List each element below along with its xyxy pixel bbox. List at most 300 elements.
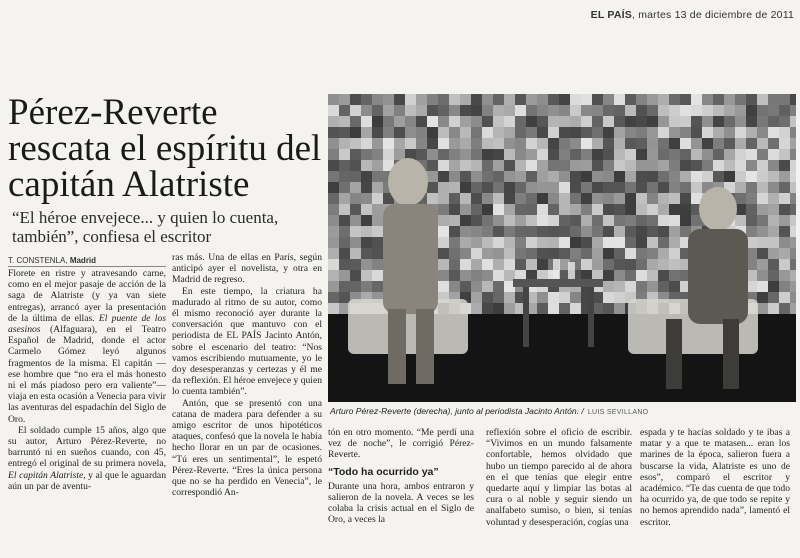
mosaic-tile (614, 270, 625, 281)
mosaic-tile (438, 248, 449, 259)
mosaic-tile (328, 270, 339, 281)
mosaic-tile (416, 116, 427, 127)
mosaic-tile (625, 94, 636, 105)
mosaic-tile (515, 116, 526, 127)
mosaic-tile (548, 116, 559, 127)
mosaic-tile (581, 160, 592, 171)
mosaic-tile (779, 303, 790, 314)
mosaic-tile (592, 160, 603, 171)
mosaic-tile (504, 149, 515, 160)
mosaic-tile (768, 237, 779, 248)
mosaic-tile (768, 303, 779, 314)
mosaic-tile (537, 105, 548, 116)
mosaic-tile (416, 149, 427, 160)
mosaic-tile (328, 116, 339, 127)
mosaic-tile (361, 105, 372, 116)
mosaic-tile (328, 226, 339, 237)
mosaic-tile (515, 193, 526, 204)
mosaic-tile (592, 171, 603, 182)
mosaic-tile (614, 127, 625, 138)
mosaic-tile (504, 204, 515, 215)
mosaic-tile (559, 182, 570, 193)
mosaic-tile (438, 171, 449, 182)
mosaic-tile (438, 116, 449, 127)
mosaic-tile (493, 160, 504, 171)
mosaic-tile (493, 281, 504, 292)
mosaic-tile (361, 204, 372, 215)
mosaic-tile (361, 215, 372, 226)
mosaic-tile (339, 281, 350, 292)
mosaic-tile (702, 94, 713, 105)
mosaic-tile (405, 138, 416, 149)
mosaic-tile (603, 292, 614, 303)
mosaic-tile (383, 138, 394, 149)
mosaic-tile (647, 193, 658, 204)
mosaic-tile (636, 248, 647, 259)
mosaic-tile (603, 193, 614, 204)
mosaic-tile (746, 94, 757, 105)
mosaic-tile (482, 204, 493, 215)
mosaic-tile (757, 248, 768, 259)
book-title: El capitán Alatriste (8, 469, 84, 481)
mosaic-tile (614, 204, 625, 215)
mosaic-tile (449, 226, 460, 237)
mosaic-tile (669, 182, 680, 193)
mosaic-tile (757, 204, 768, 215)
mosaic-tile (614, 237, 625, 248)
mosaic-tile (460, 193, 471, 204)
mosaic-tile (614, 193, 625, 204)
mosaic-tile (460, 149, 471, 160)
mosaic-tile (746, 215, 757, 226)
mosaic-tile (691, 138, 702, 149)
mosaic-tile (702, 160, 713, 171)
mosaic-tile (559, 226, 570, 237)
mosaic-tile (372, 248, 383, 259)
mosaic-tile (669, 215, 680, 226)
body-paragraph: espada y te hacías soldado y te ibas a matar y a que te matasen... eran los marines de la época, salieron fuera a buscarse la vida, Alatriste es uno de esos”, comparó el escritor y académico. “Te das cuenta de que todo ha ocurrido ya, de que todo se repite y no hemos aprendido nada”, lamentó el escritor. (640, 427, 790, 528)
person-right-head (699, 187, 737, 231)
mosaic-tile (625, 281, 636, 292)
mosaic-tile (691, 94, 702, 105)
mosaic-tile (449, 171, 460, 182)
body-text: El soldado cumple 15 años, algo que su autor, Arturo Pérez-Reverte, no barruntó ni en sueños cuando, con 45, entregó el original de su primera novela, (8, 424, 166, 470)
mosaic-tile (669, 281, 680, 292)
mosaic-tile (768, 215, 779, 226)
mosaic-tile (724, 127, 735, 138)
mosaic-tile (779, 116, 790, 127)
mosaic-tile (361, 94, 372, 105)
mosaic-tile (350, 94, 361, 105)
mosaic-tile (768, 204, 779, 215)
newspaper-name: EL PAÍS (590, 9, 632, 21)
mosaic-tile (581, 127, 592, 138)
mosaic-tile (427, 116, 438, 127)
mosaic-tile (669, 171, 680, 182)
mosaic-tile (339, 292, 350, 303)
mosaic-tile (592, 193, 603, 204)
mosaic-tile (449, 105, 460, 116)
mosaic-tile (680, 138, 691, 149)
mosaic-tile (537, 303, 548, 314)
mosaic-tile (757, 303, 768, 314)
mosaic-tile (504, 215, 515, 226)
mosaic-tile (438, 149, 449, 160)
mosaic-tile (427, 149, 438, 160)
mosaic-tile (647, 138, 658, 149)
mosaic-tile (570, 171, 581, 182)
mosaic-tile (482, 138, 493, 149)
mosaic-tile (702, 171, 713, 182)
mosaic-tile (361, 160, 372, 171)
mosaic-tile (372, 215, 383, 226)
mosaic-tile (768, 94, 779, 105)
mosaic-tile (526, 248, 537, 259)
mosaic-tile (713, 160, 724, 171)
mosaic-tile (581, 138, 592, 149)
mosaic-tile (372, 204, 383, 215)
photo-caption (330, 406, 796, 416)
mosaic-tile (757, 292, 768, 303)
mosaic-tile (394, 116, 405, 127)
glass (553, 259, 560, 279)
mosaic-tile (449, 138, 460, 149)
mosaic-tile (372, 281, 383, 292)
mosaic-tile (372, 94, 383, 105)
mosaic-tile (757, 138, 768, 149)
mosaic-tile (383, 149, 394, 160)
mosaic-tile (372, 182, 383, 193)
mosaic-tile (493, 270, 504, 281)
mosaic-tile (603, 281, 614, 292)
mosaic-tile (460, 94, 471, 105)
mosaic-tile (471, 226, 482, 237)
mosaic-tile (493, 138, 504, 149)
mosaic-tile (691, 149, 702, 160)
mosaic-tile (350, 193, 361, 204)
mosaic-tile (581, 237, 592, 248)
mosaic-tile (636, 127, 647, 138)
mosaic-tile (658, 248, 669, 259)
mosaic-tile (790, 138, 796, 149)
mosaic-tile (636, 94, 647, 105)
mosaic-tile (416, 105, 427, 116)
mosaic-tile (768, 138, 779, 149)
mosaic-tile (790, 215, 796, 226)
mosaic-tile (603, 127, 614, 138)
body-text: (Alfaguara), en el Teatro Español de Madrid, donde el actor Carmelo Gómez leyó algunos fragmentos de la misma. El capitán —ese hombre que “no era el más honesto ni el más piadoso pero era valiente”— viaja en esta ocasión a Venecia para vivir las aventuras del espadachín del Siglo de Oro. (8, 324, 166, 425)
mosaic-tile (779, 182, 790, 193)
mosaic-tile (471, 127, 482, 138)
mosaic-tile (603, 237, 614, 248)
mosaic-tile (658, 127, 669, 138)
mosaic-tile (471, 94, 482, 105)
mosaic-tile (724, 94, 735, 105)
mosaic-tile (559, 303, 570, 314)
mosaic-tile (603, 149, 614, 160)
mosaic-tile (790, 193, 796, 204)
mosaic-tile (735, 215, 746, 226)
mosaic-tile (603, 116, 614, 127)
mosaic-tile (438, 94, 449, 105)
mosaic-tile (724, 149, 735, 160)
mosaic-tile (570, 149, 581, 160)
mosaic-tile (691, 127, 702, 138)
mosaic-tile (757, 215, 768, 226)
mosaic-tile (636, 281, 647, 292)
mosaic-tile (570, 215, 581, 226)
mosaic-tile (471, 303, 482, 314)
mosaic-tile (636, 215, 647, 226)
mosaic-tile (405, 94, 416, 105)
mosaic-tile (493, 182, 504, 193)
mosaic-tile (548, 127, 559, 138)
mosaic-tile (790, 116, 796, 127)
mosaic-tile (779, 270, 790, 281)
mosaic-tile (603, 204, 614, 215)
mosaic-tile (427, 105, 438, 116)
mosaic-tile (713, 105, 724, 116)
mosaic-tile (614, 281, 625, 292)
mosaic-tile (328, 259, 339, 270)
mosaic-tile (680, 94, 691, 105)
mosaic-tile (669, 138, 680, 149)
body-paragraph: Durante una hora, ambos entraron y salieron de la novela. A veces se les colaba la crisis actual en el Siglo de Oro, a veces la (328, 480, 474, 526)
mosaic-tile (746, 127, 757, 138)
mosaic-tile (592, 116, 603, 127)
mosaic-tile (482, 182, 493, 193)
mosaic-tile (482, 105, 493, 116)
mosaic-tile (746, 160, 757, 171)
mosaic-tile (438, 127, 449, 138)
mosaic-tile (757, 259, 768, 270)
mosaic-tile (768, 259, 779, 270)
mosaic-tile (471, 193, 482, 204)
mosaic-tile (372, 149, 383, 160)
mosaic-tile (328, 193, 339, 204)
mosaic-tile (350, 160, 361, 171)
mosaic-tile (735, 149, 746, 160)
mosaic-tile (757, 105, 768, 116)
mosaic-tile (735, 116, 746, 127)
mosaic-tile (581, 226, 592, 237)
byline-place: Madrid (69, 256, 97, 265)
mosaic-tile (328, 303, 339, 314)
intertitle: “Todo ha ocurrido ya” (328, 465, 439, 478)
mosaic-tile (724, 160, 735, 171)
mosaic-tile (526, 127, 537, 138)
mosaic-tile (647, 270, 658, 281)
mosaic-tile (328, 94, 339, 105)
mosaic-tile (482, 193, 493, 204)
mosaic-tile (724, 171, 735, 182)
mosaic-tile (603, 138, 614, 149)
mosaic-tile (328, 127, 339, 138)
mosaic-tile (493, 149, 504, 160)
mosaic-tile (339, 116, 350, 127)
mosaic-tile (328, 292, 339, 303)
mosaic-tile (515, 204, 526, 215)
mosaic-tile (460, 160, 471, 171)
mosaic-tile (537, 292, 548, 303)
mosaic-tile (361, 182, 372, 193)
mosaic-tile (383, 105, 394, 116)
mosaic-tile (713, 94, 724, 105)
mosaic-tile (768, 182, 779, 193)
mosaic-tile (658, 138, 669, 149)
mosaic-tile (592, 182, 603, 193)
mosaic-tile (537, 171, 548, 182)
mosaic-tile (350, 270, 361, 281)
mosaic-tile (614, 116, 625, 127)
mosaic-tile (570, 160, 581, 171)
mosaic-tile (548, 226, 559, 237)
mosaic-tile (658, 215, 669, 226)
mosaic-tile (548, 215, 559, 226)
byline (8, 256, 166, 267)
mosaic-tile (515, 105, 526, 116)
body-paragraph: Antón, que se presentó con una catana de madera para defender a su amigo escritor de unos hipotéticos ataques, confesó que la novela le había hecho llorar en un par de ocasiones. “Tú eres un sentimental”, le espetó Pérez-Reverte. “Eres la única persona que no se ha perdido en Venecia”, le correspondió An- (172, 397, 322, 499)
mosaic-tile (592, 237, 603, 248)
mosaic-tile (394, 105, 405, 116)
mosaic-tile (768, 226, 779, 237)
mosaic-tile (537, 204, 548, 215)
mosaic-tile (416, 138, 427, 149)
mosaic-tile (350, 237, 361, 248)
mosaic-tile (372, 259, 383, 270)
mosaic-tile (691, 182, 702, 193)
mosaic-tile (471, 138, 482, 149)
mosaic-tile (482, 116, 493, 127)
mosaic-tile (757, 149, 768, 160)
mosaic-tile (581, 149, 592, 160)
mosaic-tile (647, 116, 658, 127)
mosaic-tile (625, 171, 636, 182)
mosaic-tile (757, 160, 768, 171)
mosaic-tile (625, 182, 636, 193)
mosaic-tile (471, 259, 482, 270)
article-column-2 (172, 252, 322, 556)
mosaic-tile (405, 105, 416, 116)
mosaic-tile (647, 281, 658, 292)
mosaic-tile (339, 182, 350, 193)
mosaic-tile (493, 237, 504, 248)
mosaic-tile (658, 259, 669, 270)
mosaic-tile (647, 248, 658, 259)
mosaic-tile (383, 116, 394, 127)
mosaic-tile (735, 138, 746, 149)
mosaic-tile (570, 226, 581, 237)
mosaic-tile (526, 171, 537, 182)
mosaic-tile (350, 116, 361, 127)
mosaic-tile (504, 105, 515, 116)
mosaic-tile (328, 204, 339, 215)
mosaic-tile (702, 127, 713, 138)
mosaic-tile (603, 270, 614, 281)
mosaic-tile (625, 226, 636, 237)
mosaic-tile (702, 116, 713, 127)
mosaic-tile (559, 105, 570, 116)
mosaic-tile (790, 171, 796, 182)
mosaic-tile (515, 94, 526, 105)
mosaic-tile (636, 226, 647, 237)
mosaic-tile (537, 237, 548, 248)
mosaic-tile (526, 215, 537, 226)
mosaic-tile (625, 248, 636, 259)
subheadline: “El héroe envejece... y quien lo cuenta, también”, confiesa el escritor (12, 208, 279, 246)
mosaic-tile (427, 171, 438, 182)
mosaic-tile (504, 116, 515, 127)
mosaic-tile (339, 226, 350, 237)
mosaic-tile (570, 193, 581, 204)
body-text: , y al que le aguardan aún un par de aventu- (8, 469, 166, 492)
mosaic-tile (746, 193, 757, 204)
mosaic-tile (548, 138, 559, 149)
mosaic-tile (625, 127, 636, 138)
mosaic-tile (449, 94, 460, 105)
mosaic-tile (647, 215, 658, 226)
mosaic-tile (735, 193, 746, 204)
mosaic-tile (394, 149, 405, 160)
mosaic-tile (471, 270, 482, 281)
mosaic-tile (559, 292, 570, 303)
mosaic-tile (669, 127, 680, 138)
mosaic-tile (460, 215, 471, 226)
mosaic-tile (768, 270, 779, 281)
mosaic-tile (658, 149, 669, 160)
mosaic-tile (757, 237, 768, 248)
mosaic-tile (702, 105, 713, 116)
mosaic-tile (603, 105, 614, 116)
mosaic-tile (713, 138, 724, 149)
person-left-head (388, 158, 428, 206)
mosaic-tile (669, 94, 680, 105)
mosaic-tile (735, 160, 746, 171)
mosaic-tile (658, 193, 669, 204)
mosaic-tile (680, 182, 691, 193)
mosaic-tile (636, 259, 647, 270)
mosaic-tile (559, 116, 570, 127)
mosaic-tile (482, 160, 493, 171)
mosaic-tile (669, 105, 680, 116)
mosaic-tile (603, 259, 614, 270)
mosaic-tile (625, 160, 636, 171)
mosaic-tile (515, 226, 526, 237)
mosaic-tile (405, 127, 416, 138)
mosaic-tile (581, 193, 592, 204)
mosaic-tile (548, 237, 559, 248)
mosaic-tile (647, 237, 658, 248)
mosaic-tile (669, 116, 680, 127)
mosaic-tile (350, 171, 361, 182)
mosaic-tile (339, 127, 350, 138)
mosaic-tile (350, 204, 361, 215)
mosaic-tile (570, 204, 581, 215)
mosaic-tile (537, 116, 548, 127)
mosaic-tile (460, 237, 471, 248)
mosaic-tile (427, 182, 438, 193)
mosaic-tile (636, 105, 647, 116)
mosaic-tile (471, 204, 482, 215)
mosaic-tile (394, 138, 405, 149)
mosaic-tile (680, 127, 691, 138)
mosaic-tile (515, 182, 526, 193)
mosaic-tile (581, 171, 592, 182)
mosaic-tile (735, 127, 746, 138)
mosaic-tile (603, 160, 614, 171)
mosaic-tile (526, 105, 537, 116)
mosaic-tile (427, 193, 438, 204)
